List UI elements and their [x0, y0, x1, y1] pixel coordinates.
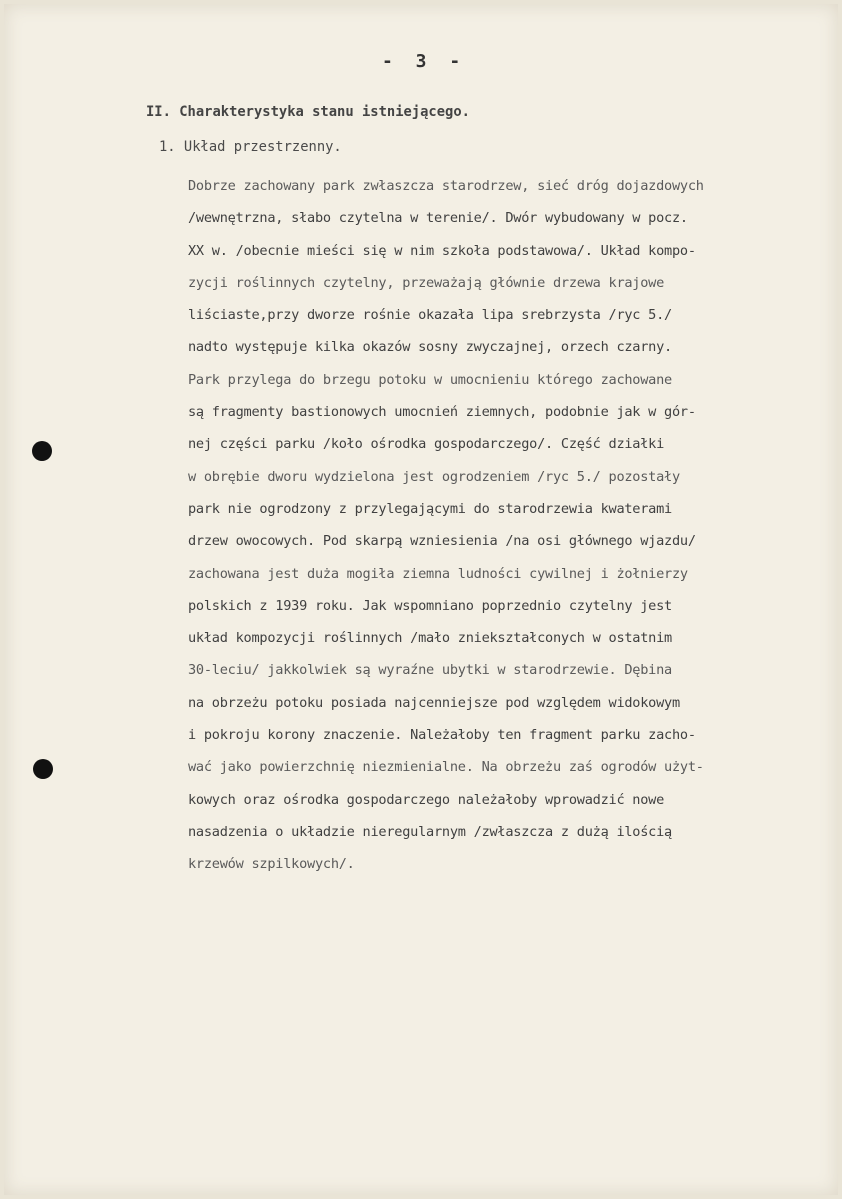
- body-text-line: park nie ogrodzony z przylegającymi do starodrzewia kwaterami: [188, 500, 672, 517]
- page-number: - 3 -: [382, 51, 467, 72]
- body-text-line: układ kompozycji roślinnych /mało zniekształconych w ostatnim: [188, 630, 672, 647]
- body-text-line: drzew owocowych. Pod skarpą wzniesienia /na osi głównego wjazdu/: [188, 533, 696, 550]
- body-text-line: krzewów szpilkowych/.: [188, 856, 355, 873]
- body-text-line: na obrzeżu potoku posiada najcenniejsze pod względem widokowym: [188, 694, 680, 711]
- section-heading: II. Charakterystyka stanu istniejącego.: [146, 104, 470, 120]
- body-text-line: i pokroju korony znaczenie. Należałoby ten fragment parku zacho-: [188, 727, 696, 744]
- body-text-line: zachowana jest duża mogiła ziemna ludności cywilnej i żołnierzy: [188, 565, 688, 582]
- body-text-line: liściaste,przy dworze rośnie okazała lipa srebrzysta /ryc 5./: [188, 307, 672, 324]
- body-text-line: Park przylega do brzegu potoku w umocnieniu którego zachowane: [188, 371, 672, 388]
- body-text-line: zycji roślinnych czytelny, przeważają głównie drzewa krajowe: [188, 274, 665, 291]
- punch-hole: [32, 441, 52, 461]
- document-page: [4, 4, 838, 1195]
- body-text-line: kowych oraz ośrodka gospodarczego należałoby wprowadzić nowe: [188, 791, 665, 808]
- body-text-line: XX w. /obecnie mieści się w nim szkoła podstawowa/. Układ kompo-: [188, 242, 696, 259]
- body-paragraph: [188, 170, 838, 881]
- body-text-line: nasadzenia o układzie nieregularnym /zwłaszcza z dużą ilością: [188, 823, 672, 840]
- body-text-line: nadto występuje kilka okazów sosny zwyczajnej, orzech czarny.: [188, 339, 672, 356]
- body-text-line: nej części parku /koło ośrodka gospodarczego/. Część działki: [188, 436, 665, 453]
- subsection-heading: 1. Układ przestrzenny.: [159, 139, 342, 155]
- body-text-line: /wewnętrzna, słabo czytelna w terenie/. Dwór wybudowany w pocz.: [188, 210, 688, 227]
- body-text-line: 30-leciu/ jakkolwiek są wyraźne ubytki w starodrzewie. Dębina: [188, 662, 672, 679]
- body-text-line: w obrębie dworu wydzielona jest ogrodzeniem /ryc 5./ pozostały: [188, 468, 680, 485]
- body-text-line: Dobrze zachowany park zwłaszcza starodrzew, sieć dróg dojazdowych: [188, 178, 704, 194]
- body-text-line: wać jako powierzchnię niezmienialne. Na obrzeżu zaś ogrodów użyt-: [188, 759, 704, 776]
- body-text-line: polskich z 1939 roku. Jak wspomniano poprzednio czytelny jest: [188, 597, 672, 614]
- punch-hole: [33, 759, 53, 779]
- body-text-line: są fragmenty bastionowych umocnień ziemnych, podobnie jak w gór-: [188, 404, 696, 421]
